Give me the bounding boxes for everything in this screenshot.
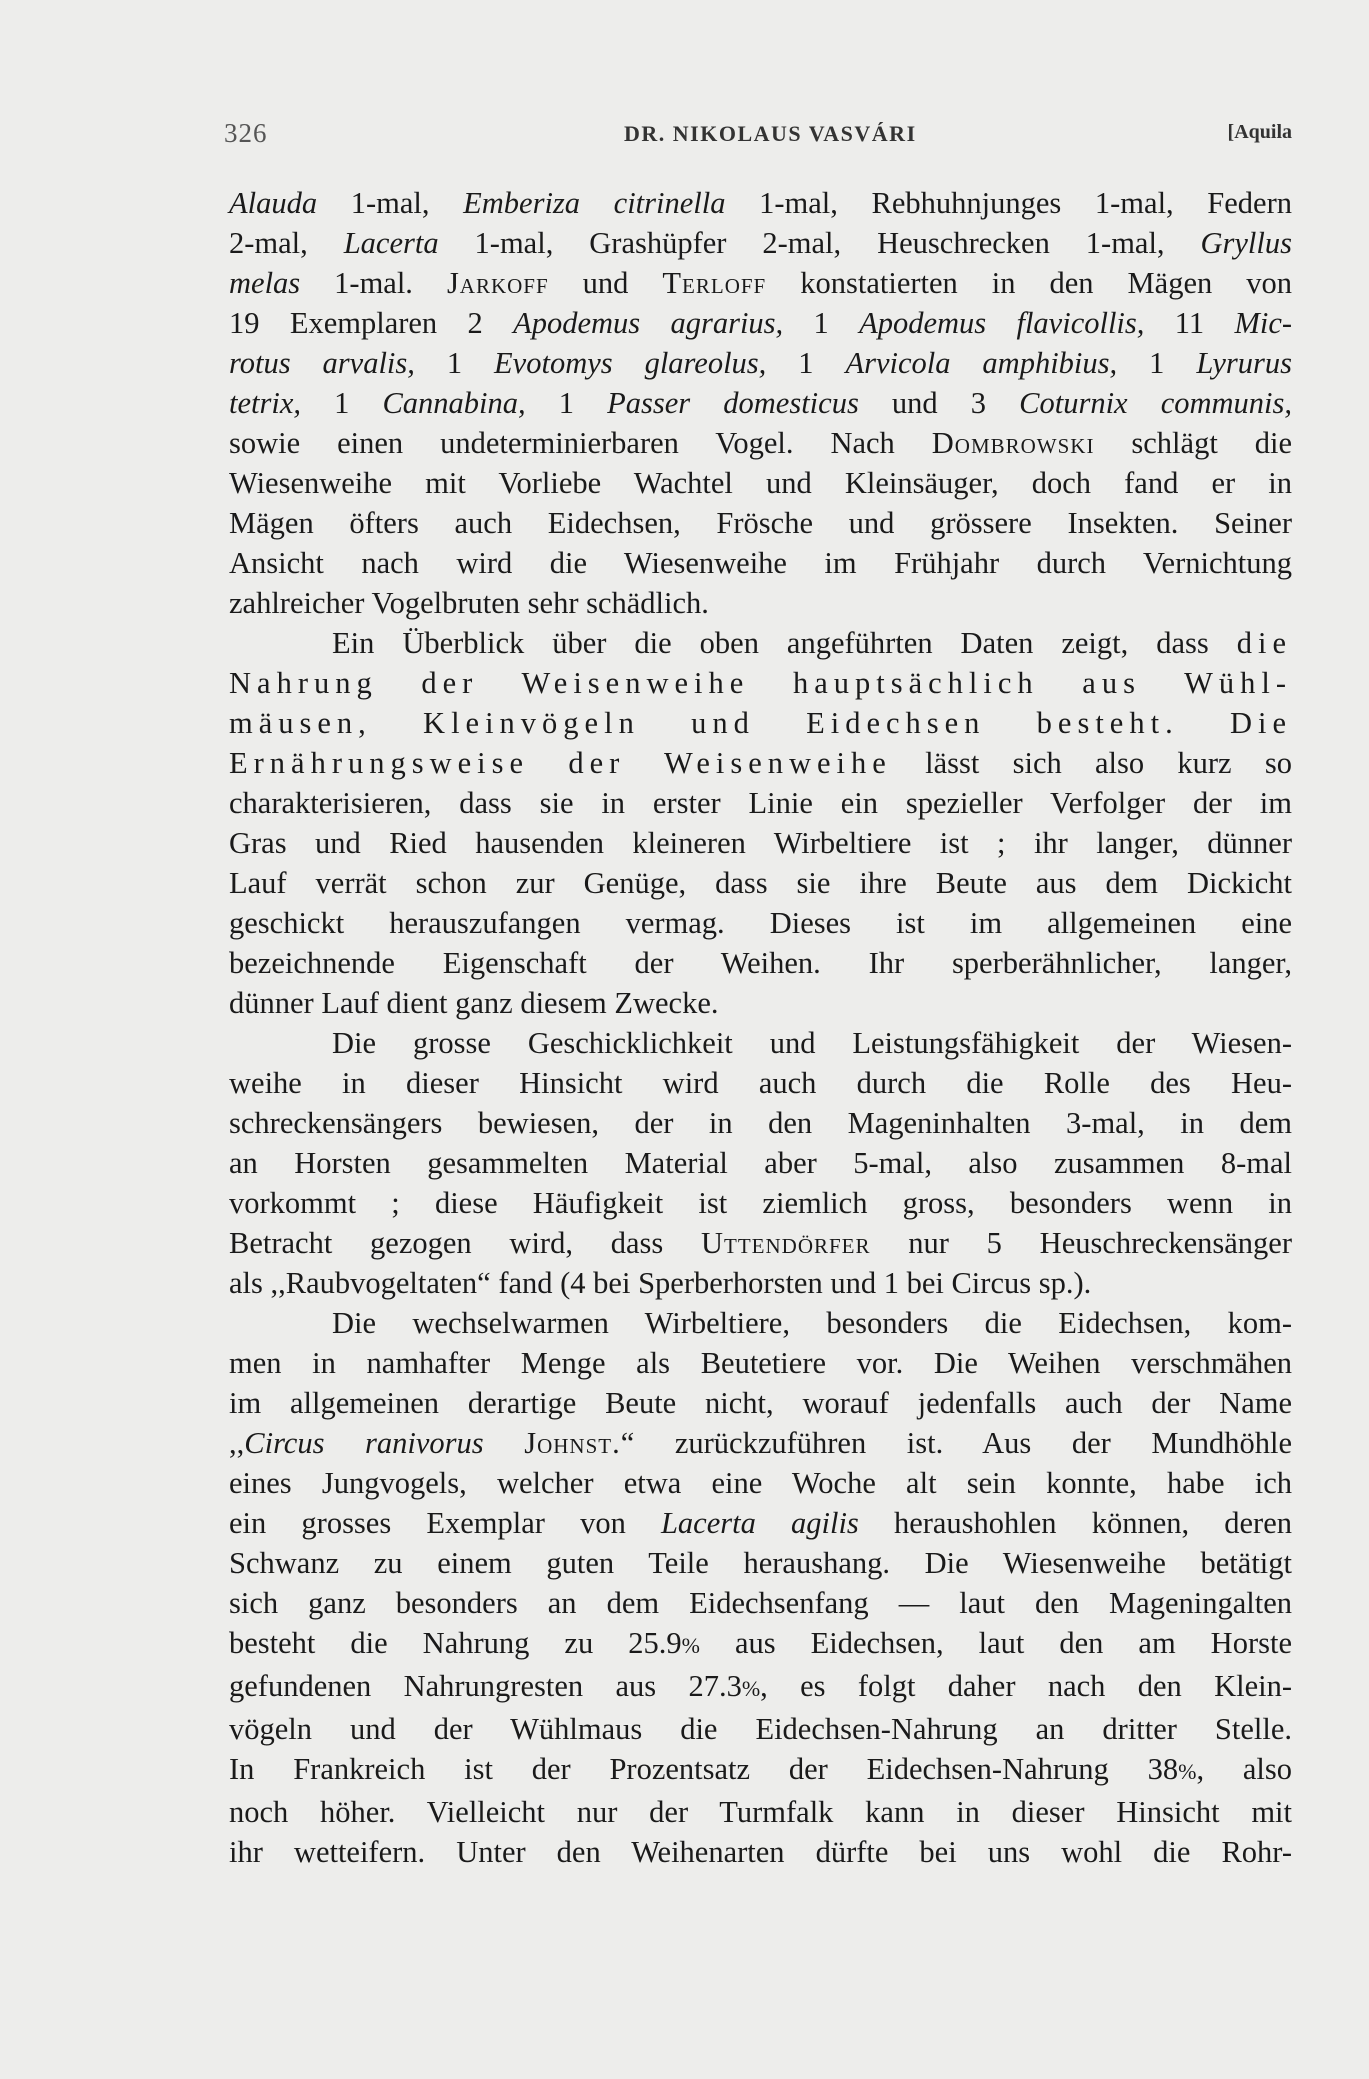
text-line — [229, 1143, 1292, 1183]
text-span: mäusen, Kleinvögeln und Eidechsen besteht. Die — [229, 706, 1292, 740]
text-span: weihe in dieser Hinsicht wird auch durch die Rolle des Heu- — [229, 1066, 1292, 1100]
text-span: Gras und Ried hausenden kleineren Wirbeltiere ist ; ihr langer, dünner — [229, 826, 1292, 860]
text-line — [229, 1749, 1292, 1792]
text-span: schreckensängers bewiesen, der in den Mageninhalten 3-mal, in dem — [229, 1106, 1292, 1140]
text-line — [229, 383, 1292, 423]
author-name: Terloff — [662, 266, 767, 300]
text-span: im allgemeinen derartige Beute nicht, worauf jedenfalls auch der Name — [229, 1386, 1292, 1420]
text-span: 1-mal, — [317, 186, 464, 220]
text-span: charakterisieren, dass sie in erster Linie ein spezieller Verfolger der im — [229, 786, 1292, 820]
text-span: eines Jungvogels, welcher etwa eine Woche alt sein konnte, habe ich — [229, 1466, 1292, 1500]
text-span: Wiesenweihe mit Vorliebe Wachtel und Kleinsäuger, doch fand er in — [229, 466, 1292, 500]
text-span: Lauf verrät schon zur Genüge, dass sie ihre Beute aus dem Dickicht — [229, 866, 1292, 900]
text-span: heraushohlen können, deren — [858, 1506, 1292, 1540]
text-line — [229, 1423, 1292, 1463]
text-line — [229, 1583, 1292, 1623]
italic-term: Lyrurus — [1196, 346, 1293, 380]
running-head-journal: [Aquila — [1227, 121, 1292, 143]
running-head — [222, 118, 1292, 148]
running-head-author: DR. NIKOLAUS VASVÁRI — [624, 121, 917, 146]
text-span: 1 — [525, 386, 608, 420]
text-span: 1-mal. — [300, 266, 447, 300]
text-span: besteht die Nahrung zu 25.9 — [229, 1626, 682, 1660]
text-line — [229, 1463, 1292, 1503]
text-span: Die wechselwarmen Wirbeltiere, besonders die Eidechsen, kom- — [332, 1306, 1292, 1340]
text-line — [229, 1623, 1292, 1666]
text-span: , also — [1196, 1752, 1292, 1786]
text-span: dünner Lauf dient ganz diesem Zwecke. — [229, 986, 719, 1020]
text-span: als ,,Raubvogeltaten“ fand (4 bei Sperberhorsten und 1 bei Circus sp.). — [229, 1266, 1092, 1300]
text-span: Ernährungsweise der Weisenweihe — [229, 746, 892, 780]
text-line — [229, 463, 1292, 503]
text-line — [229, 303, 1292, 343]
text-span: , es folgt daher nach den Klein- — [760, 1669, 1292, 1703]
text-line — [229, 1023, 1292, 1063]
text-span: und 3 — [858, 386, 1020, 420]
italic-term: Lacerta — [343, 226, 439, 260]
italic-term: Gryllus — [1200, 226, 1292, 260]
text-line — [229, 1063, 1292, 1103]
italic-term: Apodemus agrarius, — [513, 306, 784, 340]
text-span: sowie einen undeterminierbaren Vogel. Nach — [229, 426, 932, 460]
text-span: nur 5 Heuschreckensänger — [870, 1226, 1293, 1260]
italic-term: rotus arvalis, — [229, 346, 415, 380]
text-span: an Horsten gesammelten Material aber 5-mal, also zusammen 8-mal — [229, 1146, 1292, 1180]
text-span: 2-mal, — [229, 226, 344, 260]
text-span: schlägt die — [1094, 426, 1292, 460]
text-line — [229, 343, 1292, 383]
text-line — [229, 543, 1292, 583]
text-span: Die grosse Geschicklichkeit und Leistungsfähigkeit der Wiesen- — [332, 1026, 1292, 1060]
text-span: 1-mal, Rebhuhnjunges 1-mal, Federn — [725, 186, 1292, 220]
text-line — [229, 583, 1292, 623]
text-line — [229, 263, 1292, 303]
text-line — [229, 663, 1292, 703]
text-span: und — [548, 266, 663, 300]
text-span: 1-mal, Grashüpfer 2-mal, Heuschrecken 1-mal, — [438, 226, 1201, 260]
text-span: % — [1178, 1759, 1197, 1784]
text-line — [229, 743, 1292, 783]
text-line — [229, 1343, 1292, 1383]
italic-term: Lacerta agilis — [660, 1506, 859, 1540]
text-span: Betracht gezogen wird, dass — [229, 1226, 701, 1260]
text-line — [229, 823, 1292, 863]
text-line — [229, 1503, 1292, 1543]
text-span: vögeln und der Wühlmaus die Eidechsen-Nahrung an dritter Stelle. — [229, 1712, 1292, 1746]
text-line — [229, 1103, 1292, 1143]
italic-term: Cannabina, — [382, 386, 526, 420]
text-span: men in namhafter Menge als Beutetiere vor. Die Weihen verschmähen — [229, 1346, 1292, 1380]
text-span: % — [741, 1676, 761, 1701]
text-line — [229, 1183, 1292, 1223]
text-line — [229, 943, 1292, 983]
italic-term: Arvicola amphibius, — [845, 346, 1118, 380]
italic-term: Circus ranivorus — [244, 1426, 484, 1460]
text-span: Mägen öfters auch Eidechsen, Frösche und grössere Insekten. Seiner — [229, 506, 1292, 540]
text-span: bezeichnende Eigenschaft der Weihen. Ihr sperberähnlicher, langer, — [229, 946, 1292, 980]
author-name: Uttendörfer — [700, 1226, 871, 1260]
text-span: In Frankreich ist der Prozentsatz der Eidechsen-Nahrung 38 — [229, 1752, 1179, 1786]
author-name: Dombrowski — [931, 426, 1095, 460]
text-span: lässt sich also kurz so — [891, 746, 1292, 780]
text-span: Schwanz zu einem guten Teile heraushang. Die Wiesenweihe betätigt — [229, 1546, 1292, 1580]
text-line — [229, 223, 1292, 263]
text-span: geschickt herauszufangen vermag. Dieses ist im allgemeinen eine — [229, 906, 1292, 940]
text-line — [229, 783, 1292, 823]
italic-term: tetrix, — [229, 386, 301, 420]
text-span: 1 — [783, 306, 860, 340]
italic-term: Emberiza citrinella — [463, 186, 726, 220]
body-text — [229, 183, 1292, 1872]
text-line — [229, 1709, 1292, 1749]
text-span: ,, — [229, 1426, 245, 1460]
text-span: % — [681, 1633, 700, 1658]
italic-term: melas — [229, 266, 301, 300]
text-span: 1 — [1117, 346, 1197, 380]
text-span: die — [1236, 626, 1292, 660]
text-span: sich ganz besonders an dem Eidechsenfang — laut den Mageningalten — [229, 1586, 1292, 1620]
italic-term: Coturnix communis, — [1019, 386, 1293, 420]
text-line — [229, 1263, 1292, 1303]
text-span: zahlreicher Vogelbruten sehr schädlich. — [229, 586, 709, 620]
text-line — [229, 623, 1292, 663]
text-span: ihr wetteifern. Unter den Weihenarten dürfte bei uns wohl die Rohr- — [229, 1835, 1292, 1869]
text-span: Ansicht nach wird die Wiesenweihe im Frühjahr durch Vernichtung — [229, 546, 1292, 580]
text-line — [229, 1303, 1292, 1343]
text-line — [229, 903, 1292, 943]
text-span: 1 — [301, 386, 383, 420]
text-line — [229, 423, 1292, 463]
text-span: ein grosses Exemplar von — [229, 1506, 661, 1540]
text-span: 11 — [1144, 306, 1235, 340]
italic-term: Evotomys glareolus, — [494, 346, 767, 380]
text-line — [229, 1666, 1292, 1709]
text-line — [229, 503, 1292, 543]
text-span: vorkommt ; diese Häufigkeit ist ziemlich gross, besonders wenn in — [229, 1186, 1292, 1220]
text-span: aus Eidechsen, laut den am Horste — [699, 1626, 1292, 1660]
text-line — [229, 703, 1292, 743]
text-line — [229, 1792, 1292, 1832]
italic-term: Alauda — [229, 186, 318, 220]
author-name: Johnst. — [524, 1426, 621, 1460]
italic-term: Passer domesticus — [607, 386, 859, 420]
italic-term: Mic- — [1234, 306, 1293, 340]
text-span: konstatierten in den Mägen von — [766, 266, 1292, 300]
text-line — [229, 183, 1292, 223]
text-line — [229, 863, 1292, 903]
text-span: 1 — [414, 346, 495, 380]
text-line — [229, 1383, 1292, 1423]
text-line — [229, 983, 1292, 1023]
text-span: “ zurückzuführen ist. Aus der Mundhöhle — [620, 1426, 1292, 1460]
text-span: Ein Überblick über die oben angeführten Daten zeigt, dass — [332, 626, 1237, 660]
text-span — [484, 1426, 525, 1460]
text-line — [229, 1543, 1292, 1583]
text-span: Nahrung der Weisenweihe hauptsächlich aus Wühl- — [229, 666, 1292, 700]
text-span: gefundenen Nahrungresten aus 27.3 — [229, 1669, 742, 1703]
text-line — [229, 1223, 1292, 1263]
author-name: Jarkoff — [446, 266, 549, 300]
page-number: 326 — [224, 118, 268, 148]
text-span: 19 Exemplaren 2 — [229, 306, 514, 340]
text-span: noch höher. Vielleicht nur der Turmfalk kann in dieser Hinsicht mit — [229, 1795, 1292, 1829]
italic-term: Apodemus flavicollis, — [859, 306, 1145, 340]
text-line — [229, 1832, 1292, 1872]
text-span: 1 — [766, 346, 846, 380]
